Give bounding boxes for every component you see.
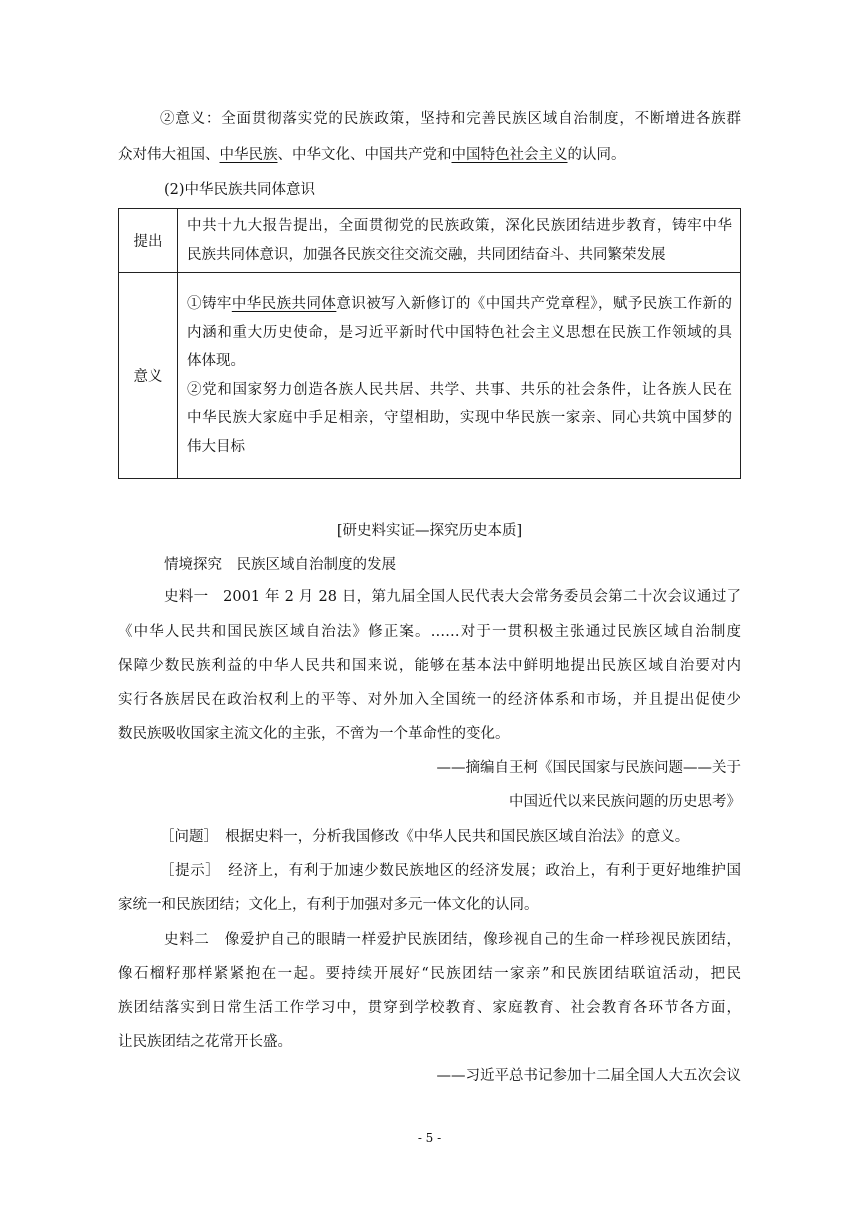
- material2-line: 像石榴籽那样紧紧抱在一起。要持续开展好“民族团结一家亲”和民族团结联谊活动，把民: [118, 966, 741, 982]
- intro-text: 、中华文化、中国共产党和: [277, 147, 452, 163]
- cell-line: ②党和国家努力创造各族人民共居、共学、共事、共乐的社会条件，让各族人民在: [187, 381, 732, 398]
- cell-text: 意识被写入新修订的《中国共产党章程》，赋予民族工作新的: [336, 296, 732, 312]
- intro-text: 众对伟大祖国、: [118, 147, 220, 163]
- material1-line: 史料一 2001 年 2 月 28 日，第九届全国人民代表大会常务委员会第二十次会议通过了: [164, 589, 741, 605]
- cell-line: 中共十九大报告提出，全面贯彻党的民族政策，深化民族团结进步教育，铸牢中华: [187, 218, 732, 234]
- material2-line: 让民族团结之花常开长盛。: [118, 1034, 292, 1050]
- table-row: [119, 209, 741, 273]
- hint-line: ［提示］ 经济上，有利于加速少数民族地区的经济发展；政治上，有利于更好地维护国: [160, 863, 741, 879]
- section-title: [研史料实证—探究历史本质]: [336, 523, 523, 539]
- page-number: - 5 -: [417, 1131, 442, 1145]
- material2-line: 史料二 像爱护自己的眼睛一样爱护民族团结，像珍视自己的生命一样珍视民族团结，: [164, 932, 741, 948]
- table-row: [119, 273, 741, 479]
- scenario-heading: 情境探究 民族区域自治制度的发展: [164, 557, 396, 573]
- underlined-term: 中华民族: [219, 147, 278, 163]
- material1-line: 实行各族居民在政治权利上的平等、对外加入全国统一的经济体系和市场，并且提出促使少: [118, 692, 741, 708]
- question: ［问题］ 根据史料一，分析我国修改《中华人民共和国民族区域自治法》的意义。: [160, 829, 690, 845]
- intro-text: 的认同。: [567, 147, 626, 163]
- material1-line: 保障少数民族利益的中华人民共和国来说，能够在基本法中鲜明地提出民族区域自治要对内: [118, 658, 741, 674]
- material1-line: 《中华人民共和国民族区域自治法》修正案。……对于一贯积极主张通过民族区域自治制度: [118, 624, 741, 640]
- cell-line: 中华民族大家庭中手足相亲，守望相助，实现中华民族一家亲、同心共筑中国梦的: [187, 410, 732, 426]
- source-citation: ——摘编自王柯《国民国家与民族问题——关于: [436, 760, 741, 776]
- cell-text: ①铸牢: [187, 296, 232, 312]
- material2-line: 族团结落实到日常生活工作学习中，贯穿到学校教育、家庭教育、社会教育各环节各方面，: [118, 1000, 741, 1016]
- concept-table: [118, 208, 741, 479]
- cell-line: 民族共同体意识，加强各民族交往交流交融，共同团结奋斗、共同繁荣发展: [187, 246, 666, 263]
- intro-line-1: ②意义：全面贯彻落实党的民族政策，坚持和完善民族区域自治制度，不断增进各族群: [160, 111, 741, 127]
- cell-line: 伟大目标: [187, 438, 245, 455]
- source-citation: 中国近代以来民族问题的历史思考》: [509, 794, 741, 810]
- table-content-cell: [178, 209, 741, 273]
- table-header-cell: 意义: [119, 273, 178, 479]
- cell-line: 内涵和重大历史使命，是习近平新时代中国特色社会主义思想在民族工作领域的具: [187, 324, 732, 341]
- hint-line: 家统一和民族团结；文化上，有利于加强对多元一体文化的认同。: [118, 897, 539, 913]
- underlined-term: 中华民族共同体: [231, 296, 337, 312]
- intro-line-2: [118, 145, 626, 165]
- underlined-term: 中国特色社会主义: [451, 147, 568, 163]
- cell-line: 体体现。: [187, 353, 245, 369]
- material1-line: 数民族吸收国家主流文化的主张，不啻为一个革命性的变化。: [118, 726, 510, 742]
- table-content-cell: [178, 273, 741, 479]
- cell-line: [187, 290, 732, 319]
- subheading: (2)中华民族共同体意识: [164, 182, 316, 198]
- table-header-cell: 提出: [119, 209, 178, 273]
- source-citation: ——习近平总书记参加十二届全国人大五次会议: [436, 1068, 741, 1084]
